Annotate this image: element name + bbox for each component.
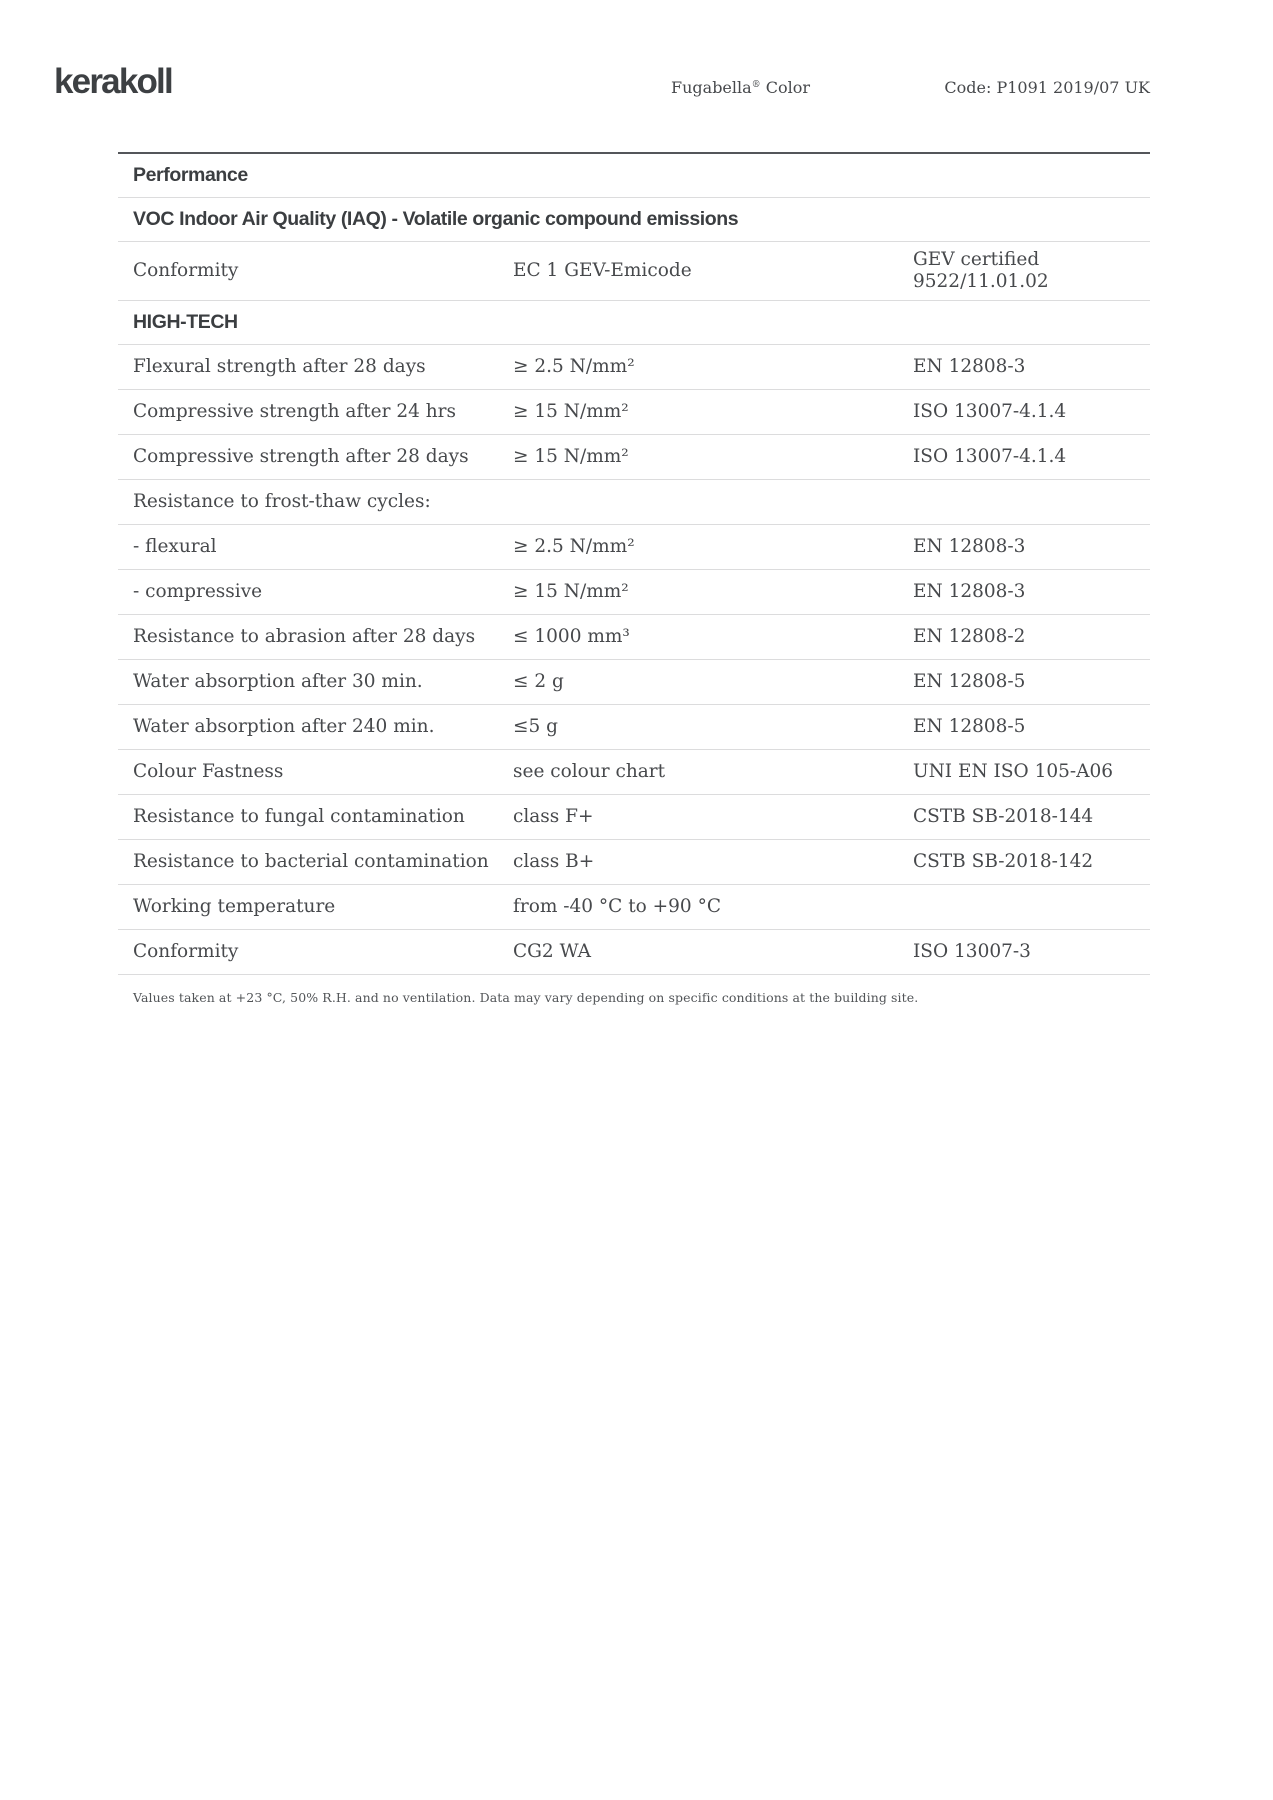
- registered-trademark-symbol: ®: [751, 80, 761, 90]
- document-product-title: [671, 78, 810, 97]
- row-value: see colour chart: [513, 761, 666, 782]
- table-row: [118, 885, 1150, 930]
- row-value: CG2 WA: [513, 941, 592, 962]
- table-row: [118, 930, 1150, 975]
- table-row: [118, 705, 1150, 750]
- table-footnote: Values taken at +23 °C, 50% R.H. and no ventilation. Data may vary depending on specific conditions at the building site.: [133, 990, 919, 1005]
- row-value: ≥ 15 N/mm²: [513, 401, 629, 422]
- row-standard: EN 12808-3: [913, 536, 1026, 557]
- table-row: [118, 480, 1150, 525]
- table-row: [118, 660, 1150, 705]
- row-label: Resistance to abrasion after 28 days: [133, 626, 476, 647]
- row-standard: CSTB SB-2018-142: [913, 851, 1094, 872]
- row-label: - compressive: [133, 581, 263, 602]
- row-label: Resistance to bacterial contamination: [133, 851, 489, 872]
- row-standard: EN 12808-5: [913, 716, 1026, 737]
- row-label: Compressive strength after 24 hrs: [133, 401, 457, 422]
- product-suffix: Color: [760, 78, 811, 97]
- row-standard: UNI EN ISO 105-A06: [913, 761, 1114, 782]
- document-code: Code: P1091 2019/07 UK: [944, 78, 1150, 97]
- section-heading-row: [118, 198, 1150, 242]
- row-label: Conformity: [133, 941, 239, 962]
- row-standard: ISO 13007-3: [913, 941, 1031, 962]
- row-label: Resistance to frost-thaw cycles:: [133, 491, 431, 512]
- row-label: - flexural: [133, 536, 217, 557]
- row-label: Water absorption after 30 min.: [133, 671, 423, 692]
- section-heading-label: VOC Indoor Air Quality (IAQ) - Volatile organic compound emissions: [133, 208, 739, 230]
- row-label: Compressive strength after 28 days: [133, 446, 469, 467]
- section-heading-row: [118, 154, 1150, 198]
- row-label: Flexural strength after 28 days: [133, 356, 426, 377]
- table-row: [118, 570, 1150, 615]
- row-value: ≤ 2 g: [513, 671, 564, 692]
- row-label: Working temperature: [133, 896, 336, 917]
- row-value: EC 1 GEV-Emicode: [513, 260, 692, 281]
- table-row: [118, 795, 1150, 840]
- table-row: [118, 345, 1150, 390]
- row-value: ≥ 2.5 N/mm²: [513, 356, 635, 377]
- row-value: ≥ 15 N/mm²: [513, 581, 629, 602]
- row-standard: ISO 13007-4.1.4: [913, 446, 1067, 467]
- row-standard: EN 12808-5: [913, 671, 1026, 692]
- table-row: [118, 242, 1150, 301]
- row-value: from -40 °C to +90 °C: [513, 896, 721, 917]
- row-value: ≥ 2.5 N/mm²: [513, 536, 635, 557]
- row-value: ≥ 15 N/mm²: [513, 446, 629, 467]
- row-standard: CSTB SB-2018-144: [913, 806, 1094, 827]
- kerakoll-logo: kerakoll: [54, 62, 172, 101]
- row-standard: EN 12808-3: [913, 356, 1026, 377]
- row-standard: EN 12808-2: [913, 626, 1026, 647]
- row-label: Resistance to fungal contamination: [133, 806, 465, 827]
- row-value: ≤5 g: [513, 716, 558, 737]
- row-label: Colour Fastness: [133, 761, 284, 782]
- row-label: Water absorption after 240 min.: [133, 716, 435, 737]
- product-name: Fugabella: [671, 78, 752, 97]
- row-value: class B+: [513, 851, 595, 872]
- section-heading-label: Performance: [133, 164, 248, 186]
- row-value: class F+: [513, 806, 594, 827]
- row-standard: ISO 13007-4.1.4: [913, 401, 1067, 422]
- section-heading-row: [118, 301, 1150, 345]
- table-row: [118, 750, 1150, 795]
- row-label: Conformity: [133, 260, 239, 281]
- table-row: [118, 615, 1150, 660]
- table-row: [118, 840, 1150, 885]
- table-row: [118, 525, 1150, 570]
- table-row: [118, 390, 1150, 435]
- row-standard: GEV certified 9522/11.01.02: [913, 249, 1049, 292]
- table-row: [118, 435, 1150, 480]
- row-value: ≤ 1000 mm³: [513, 626, 630, 647]
- performance-table: [118, 152, 1150, 975]
- section-heading-label: HIGH-TECH: [133, 311, 238, 333]
- row-standard: EN 12808-3: [913, 581, 1026, 602]
